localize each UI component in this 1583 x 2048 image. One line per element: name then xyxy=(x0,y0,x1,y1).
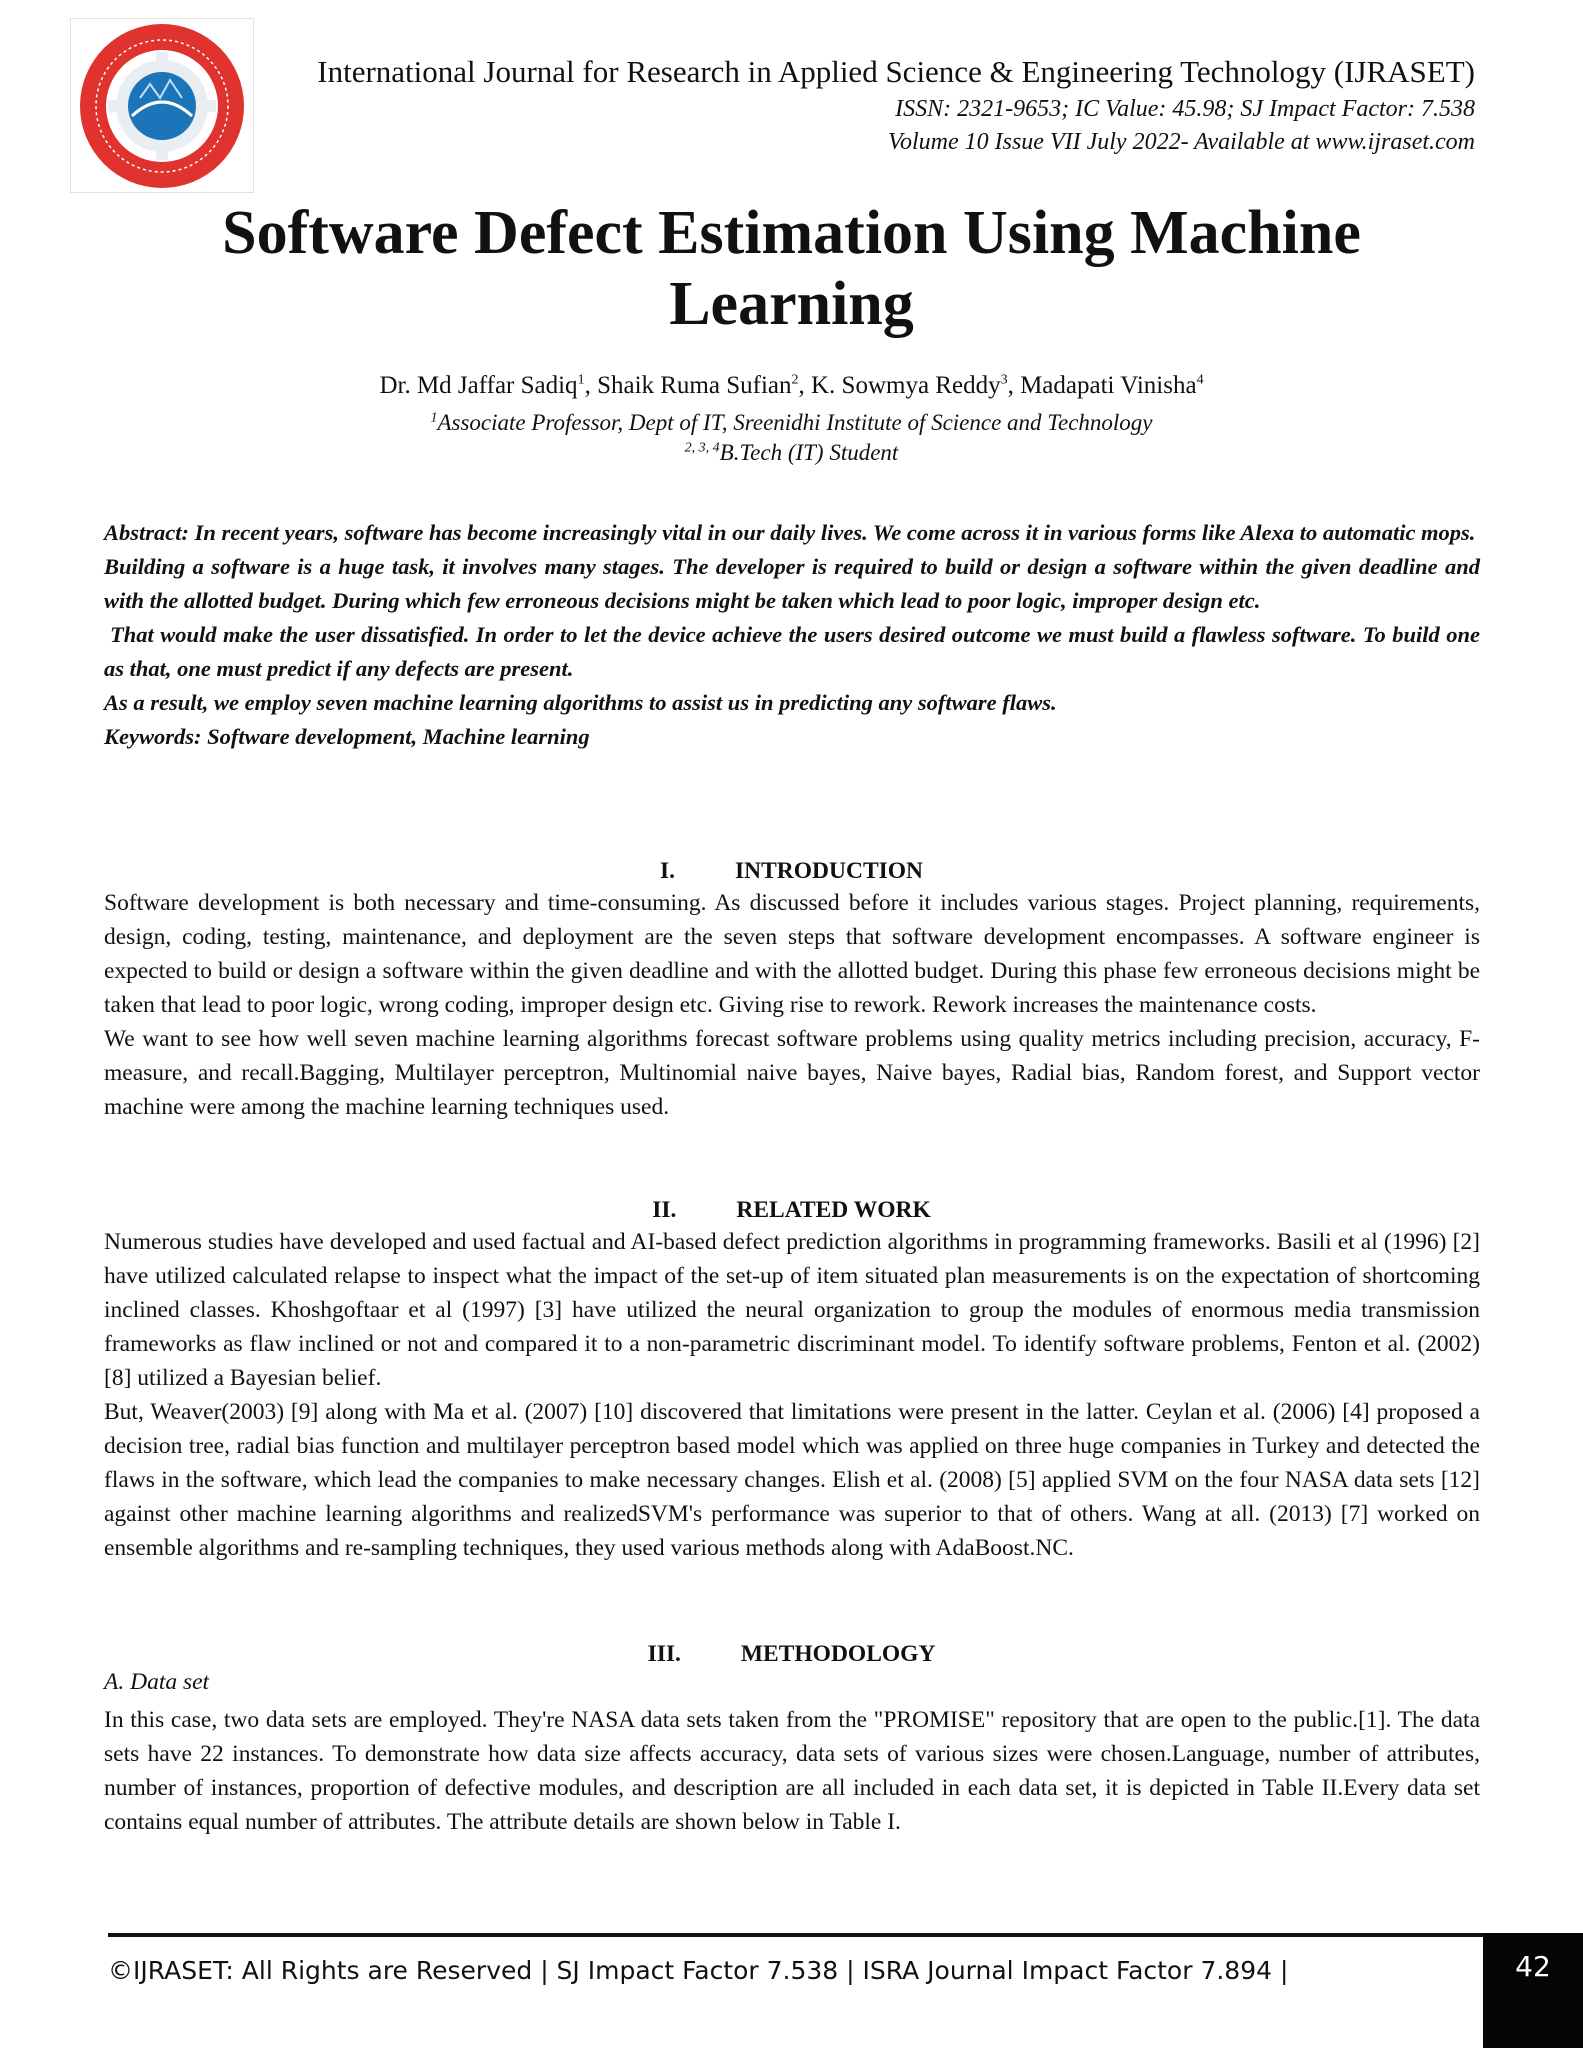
author-affiliation-mark: 3 xyxy=(1000,372,1008,388)
body-paragraph: In this case, two data sets are employed. They're NASA data sets taken from the "PROMISE" repository that are open to the public.[1]. The data sets have 22 instances. To demonstrate how data size affects accuracy, data sets of various sizes were chosen.Language, number of attributes, number of instances, proportion of defective modules, and description are all included in each data set, it is depicted in Table II.Every data set contains equal number of attributes. The attribute details are shown below in Table I. xyxy=(104,1707,1480,1835)
section-title: METHODOLOGY xyxy=(740,1641,936,1667)
data-set-body xyxy=(104,1703,1480,1839)
footer-copyright: ©IJRASET: All Rights are Reserved | SJ Impact Factor 7.538 | ISRA Journal Impact Factor 7.894 | xyxy=(108,1956,1289,1985)
author-name: Madapati Vinisha xyxy=(1020,372,1197,399)
author-name: K. Sowmya Reddy xyxy=(811,372,1001,399)
journal-logo xyxy=(70,18,254,193)
author-affiliation-mark: 1 xyxy=(577,372,585,388)
subsection-heading-data-set: A. Data set xyxy=(104,1669,210,1695)
section-heading-related-work xyxy=(0,1197,1583,1224)
section-title: RELATED WORK xyxy=(736,1197,931,1223)
introduction-body xyxy=(104,886,1480,1124)
journal-name: International Journal for Research in Applied Science & Engineering Technology (IJRASET) xyxy=(317,54,1475,89)
section-title: INTRODUCTION xyxy=(735,858,924,884)
author-affiliation-mark: 4 xyxy=(1196,372,1204,388)
body-paragraph: Software development is both necessary and time-consuming. As discussed before it includes various stages. Project planning, requirements, design, coding, testing, maintenance, and deployment are the seven steps that software development encompasses. A software engineer is expected to build or design a software within the given deadline and with the allotted budget. During this phase few erroneous decisions might be taken that lead to poor logic, wrong coding, improper design etc. Giving rise to rework. Rework increases the maintenance costs. xyxy=(104,890,1480,1018)
abstract-paragraph: Abstract: In recent years, software has become increasingly vital in our daily lives. We come across it in various forms like Alexa to automatic mops. xyxy=(104,520,1476,545)
affiliation-text: B.Tech (IT) Student xyxy=(719,440,899,465)
issn-line: ISSN: 2321-9653; IC Value: 45.98; SJ Impact Factor: 7.538 xyxy=(895,96,1475,122)
affiliation-mark: 1 xyxy=(430,410,438,426)
section-number: II. xyxy=(652,1197,677,1223)
section-heading-methodology xyxy=(0,1641,1583,1668)
related-work-body xyxy=(104,1225,1480,1565)
page-number: 42 xyxy=(1515,1950,1551,1983)
body-paragraph: But, Weaver(2003) [9] along with Ma et al. (2007) [10] discovered that limitations were present in the latter. Ceylan et al. (2006) [4] proposed a decision tree, radial bias function and multilayer perceptron based model which was applied on three huge companies in Turkey and detected the flaws in the software, which lead the companies to make necessary changes. Elish et al. (2008) [5] applied SVM on the four NASA data sets [12] against other machine learning algorithms and realizedSVM's performance was superior to that of others. Wang at all. (2013) [7] worked on ensemble algorithms and re-sampling techniques, they used various methods along with AdaBoost.NC. xyxy=(104,1399,1480,1561)
author-name: Shaik Ruma Sufian xyxy=(597,372,792,399)
abstract-paragraph: That would make the user dissatisfied. In order to let the device achieve the users desired outcome we must build a flawless software. To build one as that, one must predict if any defects are present. xyxy=(104,622,1480,681)
affiliation xyxy=(0,440,1583,466)
abstract-paragraph: Building a software is a huge task, it involves many stages. The developer is required to build or design a software within the given deadline and with the allotted budget. During which few erroneous decisions might be taken which lead to poor logic, improper design etc. xyxy=(104,554,1480,613)
journal-seal xyxy=(70,18,254,193)
affiliation-mark: 2, 3, 4 xyxy=(684,440,720,456)
volume-line: Volume 10 Issue VII July 2022- Available at www.ijraset.com xyxy=(887,129,1475,155)
author-list: Dr. Md Jaffar Sadiq$^1$, Shaik Ruma Sufian$^2$, K. Sowmya Reddy$^3$, Madapati Vinisha$^4$ xyxy=(379,372,1204,399)
section-heading-introduction xyxy=(0,858,1583,885)
section-number: III. xyxy=(647,1641,681,1667)
body-paragraph: We want to see how well seven machine learning algorithms forecast software problems using quality metrics including precision, accuracy, F-measure, and recall.Bagging, Multilayer perceptron, Multinomial naive bayes, Naive bayes, Radial bias, Random forest, and Support vector machine were among the machine learning techniques used. xyxy=(104,1026,1480,1120)
affiliation-text: Associate Professor, Dept of IT, Sreenidhi Institute of Science and Technology xyxy=(437,410,1153,435)
abstract xyxy=(104,516,1480,754)
body-paragraph: Numerous studies have developed and used factual and AI-based defect prediction algorithms in programming frameworks. Basili et al (1996) [2] have utilized calculated relapse to inspect what the impact of the set-up of item situated plan measurements is on the expectation of shortcoming inclined classes. Khoshgoftaar et al (1997) [3] have utilized the neural organization to group the modules of enormous media transmission frameworks as flaw inclined or not and compared it to a non-parametric discriminant model. To identify software problems, Fenton et al. (2002) [8] utilized a Bayesian belief. xyxy=(104,1229,1480,1391)
abstract-paragraph: As a result, we employ seven machine learning algorithms to assist us in predicting any software flaws. xyxy=(104,690,1057,715)
paper-title-line-1: Software Defect Estimation Using Machine xyxy=(222,199,1361,267)
author-name: Dr. Md Jaffar Sadiq xyxy=(379,372,578,399)
author-affiliation-mark: 2 xyxy=(791,372,799,388)
affiliation xyxy=(0,410,1583,436)
keywords: Keywords: Software development, Machine learning xyxy=(104,724,590,749)
section-number: I. xyxy=(659,858,675,884)
paper-title-line-2: Learning xyxy=(669,270,914,338)
footer-rule xyxy=(108,1933,1483,1937)
